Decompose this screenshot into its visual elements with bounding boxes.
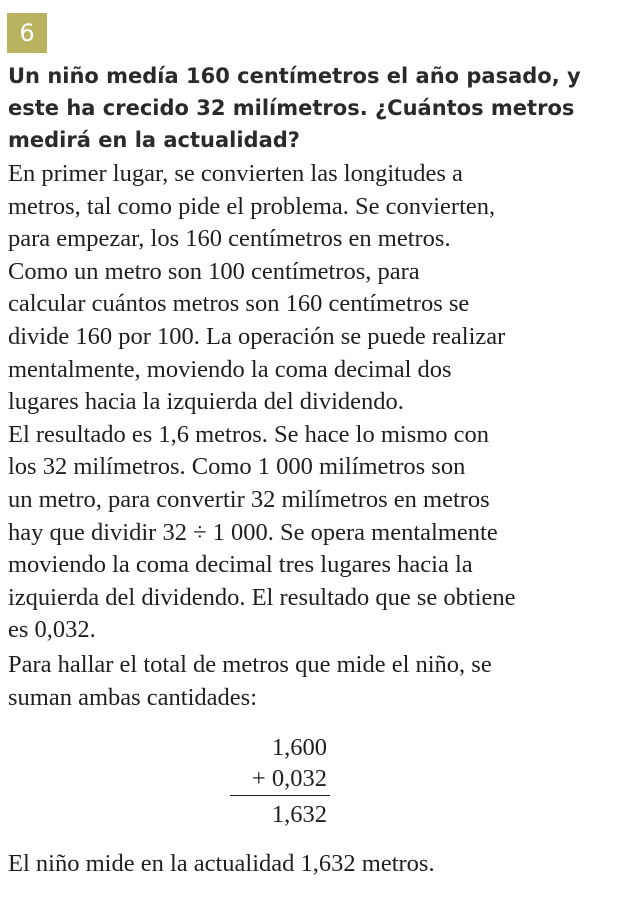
explanation-line: un metro, para convertir 32 milímetros en metros [8, 485, 490, 513]
question-line: este ha crecido 32 milímetros. ¿Cuántos metros [8, 96, 575, 120]
explanation-line: Como un metro son 100 centímetros, para [8, 257, 420, 285]
explanation-line: El resultado es 1,6 metros. Se hace lo mismo con [8, 420, 490, 448]
explanation-paragraph [8, 158, 620, 647]
addend-first: 1,600 [271, 734, 327, 761]
sum-divider-line [230, 795, 330, 796]
sum-intro-paragraph [8, 649, 620, 714]
explanation-line: mentalmente, moviendo la coma decimal dos [8, 355, 452, 383]
sum-intro-line: suman ambas cantidades: [8, 683, 258, 711]
explanation-line: izquierda del dividendo. El resultado que se obtiene [8, 583, 516, 611]
explanation-line: divide 160 por 100. La operación se puede realizar [8, 322, 506, 350]
sum-result: 1,632 [271, 801, 327, 828]
addend-second: + 0,032 [251, 765, 327, 792]
sum-intro-line: Para hallar el total de metros que mide el niño, se [8, 651, 492, 678]
explanation-line: es 0,032. [8, 616, 96, 644]
question-text [8, 60, 620, 156]
question-line: medirá en la actualidad? [8, 128, 300, 152]
explanation-line: En primer lugar, se convierten las longitudes a [8, 160, 463, 187]
exercise-number-badge: 6 [7, 13, 47, 53]
explanation-line: los 32 milímetros. Como 1 000 milímetros son [8, 453, 466, 481]
question-line: Un niño medía 160 centímetros el año pasado, y [8, 64, 581, 88]
explanation-line: metros, tal como pide el problema. Se convierten, [8, 192, 496, 220]
explanation-line: hay que dividir 32 ÷ 1 000. Se opera mentalmente [8, 518, 498, 546]
explanation-line: calcular cuántos metros son 160 centímetros se [8, 290, 470, 318]
explanation-line: lugares hacia la izquierda del dividendo. [8, 388, 404, 416]
addition-operation [230, 732, 330, 830]
conclusion-text: El niño mide en la actualidad 1,632 metros. [8, 850, 435, 877]
explanation-line: moviendo la coma decimal tres lugares hacia la [8, 551, 473, 579]
explanation-line: para empezar, los 160 centímetros en metros. [8, 225, 451, 253]
